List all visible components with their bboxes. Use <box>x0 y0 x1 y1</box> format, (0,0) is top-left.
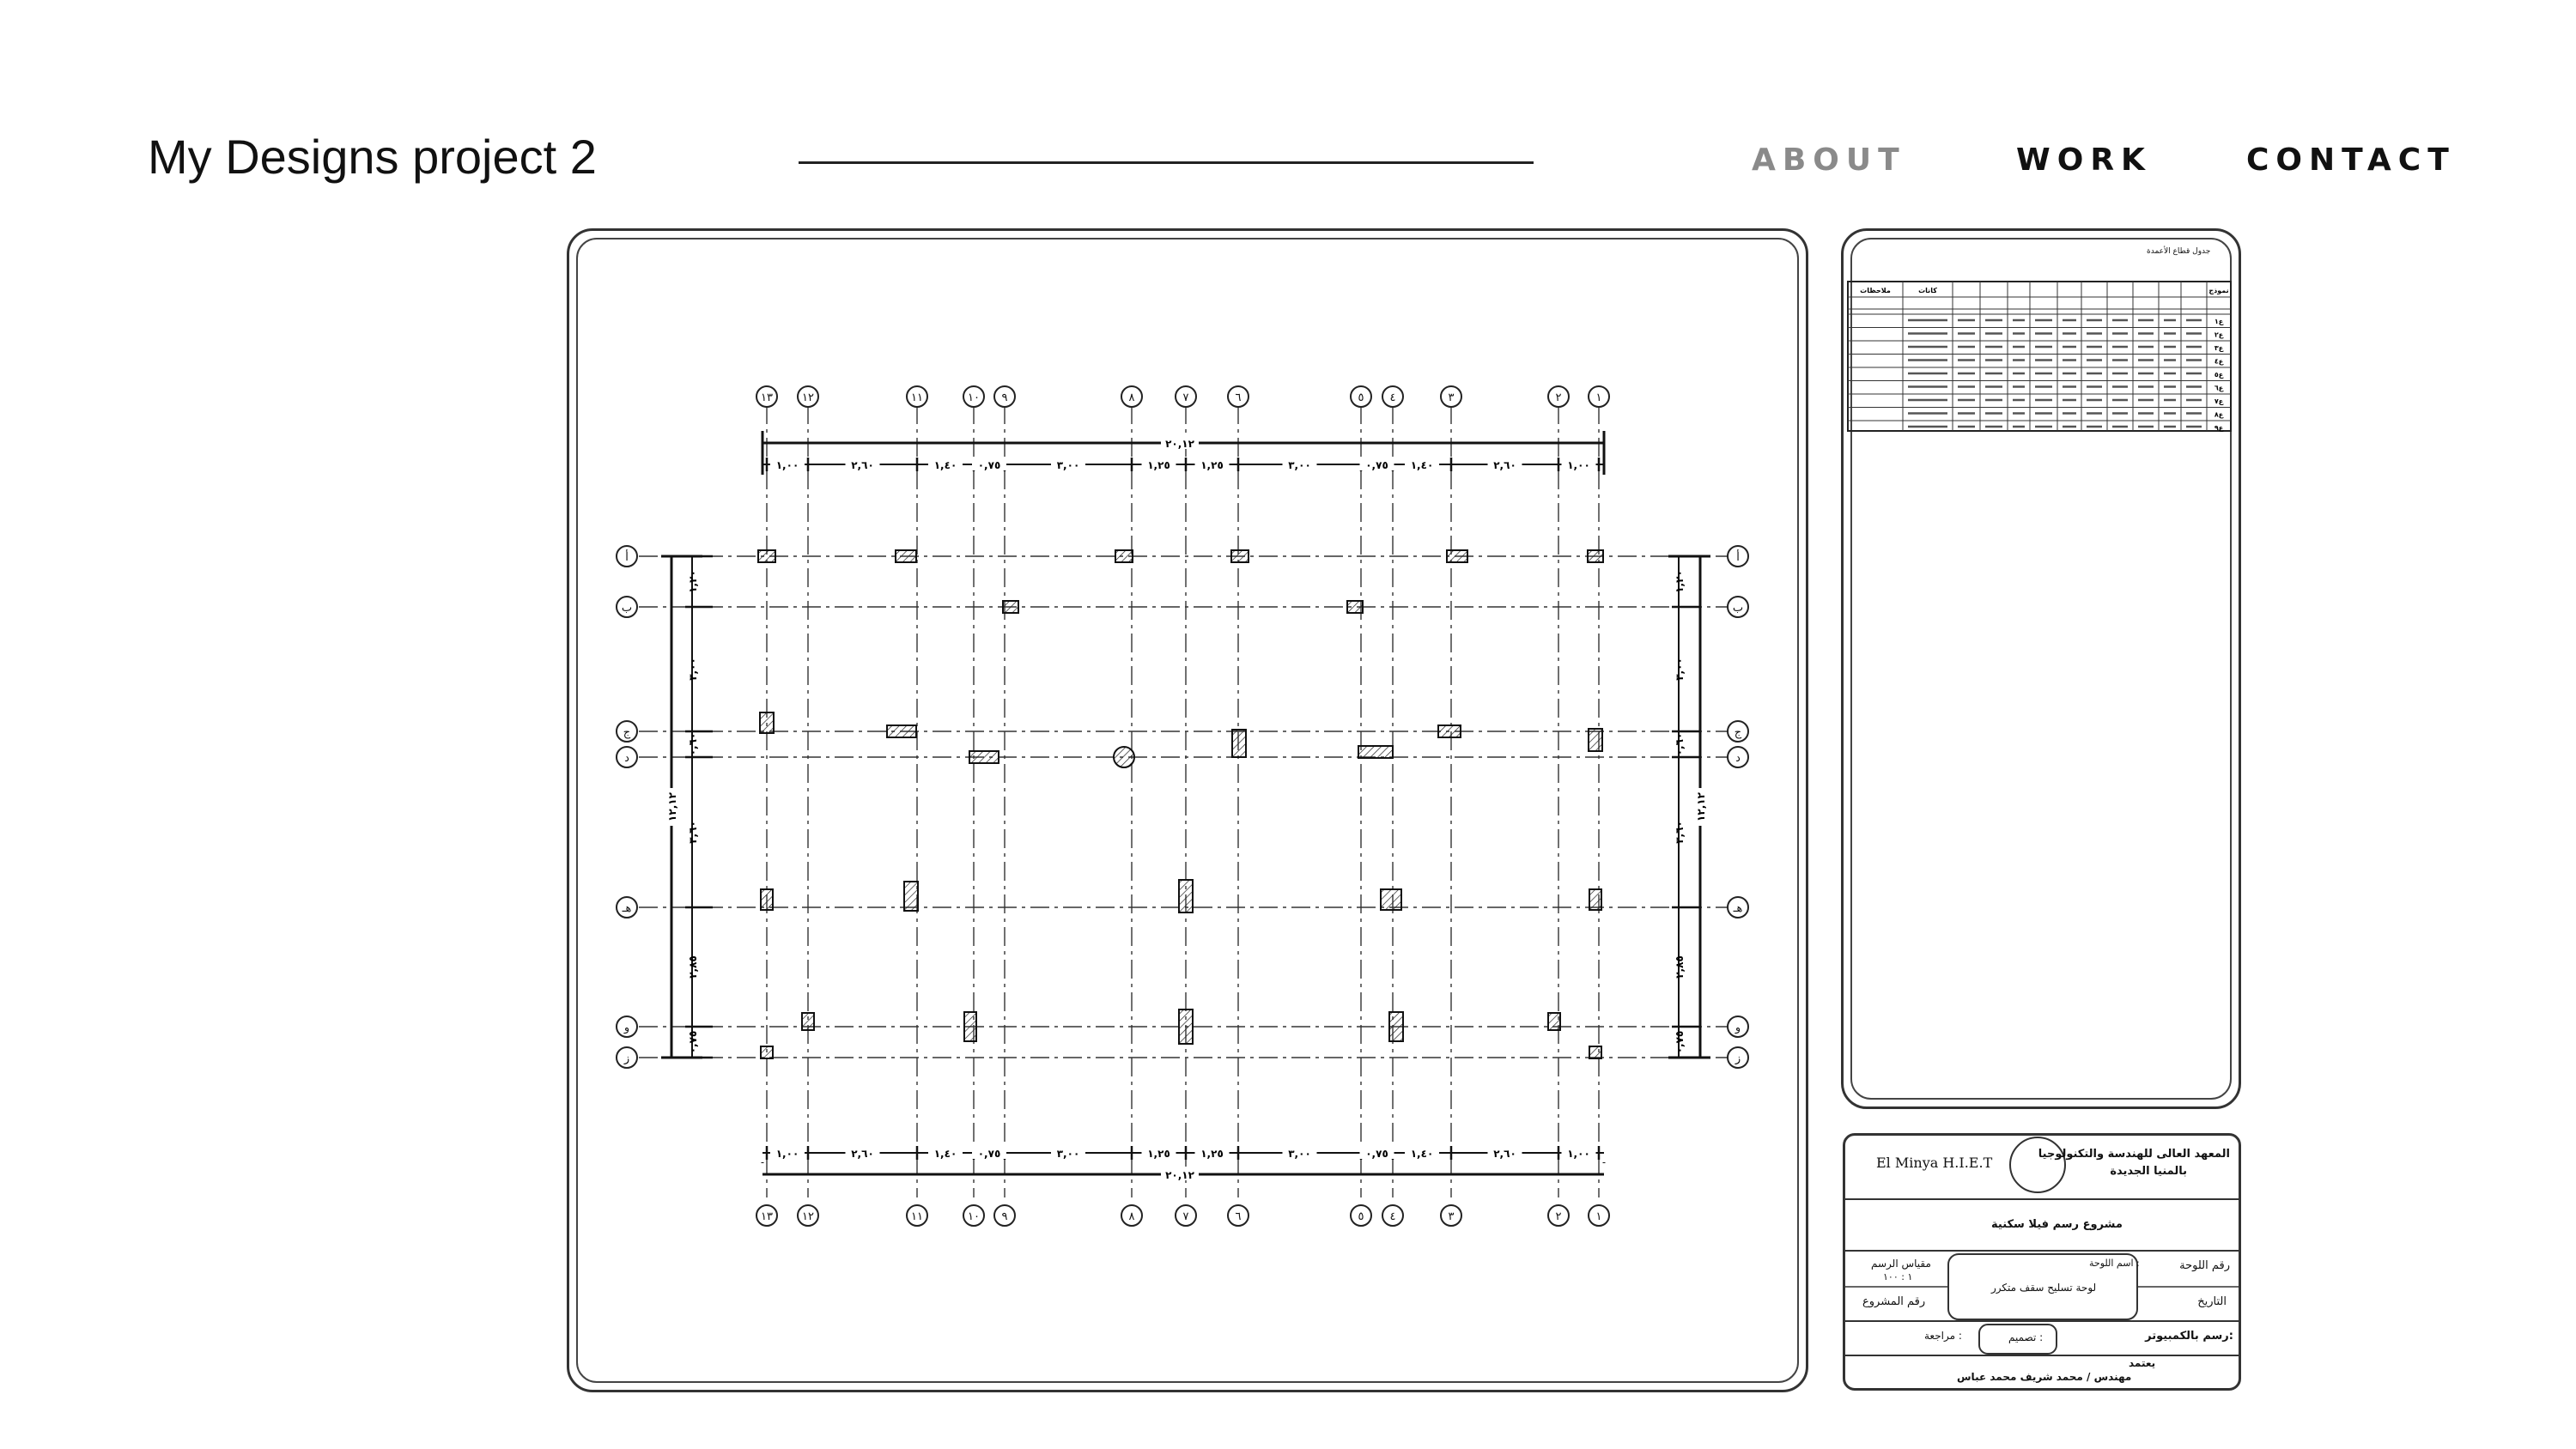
right-dimension-segment-label: ٠,٦٠ <box>1674 732 1686 756</box>
grid-label-col: ١ <box>1595 391 1602 404</box>
top-dimension-total-label: ٢٠,١٢ <box>1165 438 1194 450</box>
bottom-dimension-segment-label: ٢,٦٠ <box>1493 1148 1516 1160</box>
grid-label-col: ٧ <box>1182 1210 1189 1223</box>
right-dimension-segment-label: ٣,٠٠ <box>1674 658 1686 681</box>
bottom-dimension-segment-label: ٠,٧٥ <box>1365 1148 1388 1160</box>
grid-label-row: هـ <box>622 902 632 915</box>
grid-label-col: ٤ <box>1389 1210 1396 1223</box>
top-dimension-segment-label: ١,٤٠ <box>1410 459 1434 471</box>
bottom-dimension-segment-label: ١,٠٠ <box>775 1148 799 1160</box>
right-dimension-segment-label: ١,٢٠ <box>1674 570 1686 593</box>
bottom-dimension-segment-label: ٢,٦٠ <box>851 1148 874 1160</box>
date-label: التاريخ <box>2197 1295 2227 1308</box>
left-dimension-total-label: ١٢,١٢ <box>666 792 678 822</box>
grid-label-row: ز <box>1735 1052 1741 1065</box>
left-dimension-segment-label: ٣,٦٠ <box>687 821 699 844</box>
grid-label-col: ١١ <box>911 391 923 404</box>
grid-label-col: ٢ <box>1555 391 1562 404</box>
grid-label-col: ٣ <box>1448 391 1455 404</box>
grid-label-row: أ <box>625 551 629 564</box>
review-label: مراجعة : <box>1924 1330 1962 1342</box>
schedule-row-label: ع٨ <box>2214 410 2224 419</box>
schedule-row-label: ع٤ <box>2214 357 2224 366</box>
bottom-dimension-segment-label: ٠,٧٥ <box>977 1148 1001 1160</box>
grid-label-col: ٧ <box>1182 391 1189 404</box>
left-dimension-segment-label: ١,٢٠ <box>687 570 699 593</box>
scale-label: مقياس الرسم <box>1871 1258 1931 1270</box>
grid-label-row: ج <box>1734 726 1742 739</box>
left-dimension-segment-label: ٠,٦٠ <box>687 732 699 756</box>
nav-contact[interactable]: CONTACT <box>2246 142 2456 178</box>
top-dimension-segment-label: ١,٤٠ <box>933 459 957 471</box>
grid-label-col: ١٠ <box>968 391 980 404</box>
grid-label-col: ٨ <box>1128 391 1135 404</box>
bottom-dimension-segment-label: ١,٤٠ <box>1410 1148 1434 1160</box>
bottom-dimension-segment-label: ١,٢٥ <box>1147 1148 1170 1160</box>
grid-label-col: ٤ <box>1389 391 1396 404</box>
bottom-dimension-segment-label: ٣,٠٠ <box>1056 1148 1080 1160</box>
institute-ar-1: المعهد العالى للهندسة والتكنولوجيا <box>2038 1148 2230 1161</box>
sheet-name: لوحة تسليح سقف متكرر <box>1991 1282 2097 1294</box>
grid-label-col: ٨ <box>1128 1210 1135 1223</box>
site-title[interactable]: My Designs project 2 <box>148 130 597 184</box>
top-dimension-segment-label: ٠,٧٥ <box>1365 459 1388 471</box>
project-name: مشروع رسم فيلا سكنية <box>1991 1218 2123 1231</box>
nav-about[interactable]: ABOUT <box>1752 142 1906 178</box>
top-dimension-segment-label: ١,٢٥ <box>1200 459 1224 471</box>
design-label: تصميم : <box>2008 1331 2044 1343</box>
schedule-row-label: ع١ <box>2214 318 2224 325</box>
engineer-name: مهندس / محمد شريف محمد عباس <box>1957 1371 2132 1383</box>
schedule-row-label: ع٦ <box>2214 384 2224 392</box>
schedule-title: جدول قطاع الأعمدة <box>2147 247 2211 256</box>
grid-label-row: ج <box>623 726 631 739</box>
right-dimension-segment-label: ٠,٧٥ <box>1674 1030 1686 1054</box>
institute-ar-2: بالمنيا الجديدة <box>2110 1165 2187 1178</box>
schedule-frame <box>1848 282 2231 431</box>
grid-label-col: ٣ <box>1448 1210 1455 1223</box>
grid-label-row: ز <box>623 1052 630 1065</box>
title-block <box>1843 1133 2241 1391</box>
left-dimension-segment-label: ٣,٠٠ <box>687 658 699 681</box>
grid-label-col: ١٠ <box>968 1210 980 1223</box>
bottom-dimension-segment-label: ١,٠٠ <box>1567 1148 1590 1160</box>
grid-label-col: ٥ <box>1358 391 1364 404</box>
schedule-row-label: ع٩ <box>2214 424 2224 432</box>
left-dimension-segment-label: ٠,٧٥ <box>687 1030 699 1054</box>
grid-label-col: ١٢ <box>802 391 814 404</box>
top-dimension-segment-label: ١,٠٠ <box>775 459 799 471</box>
grid-label-col: ٩ <box>1001 391 1008 404</box>
schedule-header: كانات <box>1918 287 1937 294</box>
schedule-header: نموذج <box>2208 287 2229 294</box>
grid-label-col: ٢ <box>1555 1210 1562 1223</box>
drafted-label: رسم بالكمبيوتر: <box>2145 1330 2233 1343</box>
schedule-row-label: ع٥ <box>2214 371 2224 379</box>
right-dimension-segment-label: ٢,٨٥ <box>1674 955 1686 979</box>
top-dimension-segment-label: ١,٢٥ <box>1147 459 1170 471</box>
bottom-dimension-segment-label: ١,٢٥ <box>1200 1148 1224 1160</box>
sheet-name-label: اسم اللوحة : <box>2089 1258 2140 1269</box>
bottom-dimension-segment-label: ٣,٠٠ <box>1288 1148 1311 1160</box>
right-dimension-total-label: ١٢,١٢ <box>1695 792 1707 822</box>
grid-label-row: د <box>624 752 629 765</box>
right-dimension-segment-label: ٣,٦٠ <box>1674 821 1686 844</box>
grid-label-row: و <box>1735 1022 1741 1034</box>
grid-label-row: ب <box>1732 602 1744 615</box>
top-dimension-segment-label: ٣,٠٠ <box>1288 459 1311 471</box>
sheet-number-label: رقم اللوحة <box>2179 1259 2230 1272</box>
institute-en: El Minya H.I.E.T <box>1876 1155 1993 1171</box>
grid-label-row: أ <box>1736 551 1740 564</box>
bottom-dimension-total-label: ٢٠,١٢ <box>1165 1169 1194 1181</box>
grid-label-col: ٦ <box>1235 391 1242 404</box>
approved-label: يعتمد <box>2129 1357 2156 1369</box>
left-dimension-segment-label: ٢,٨٥ <box>687 955 699 979</box>
grid-label-row: ب <box>621 602 633 615</box>
schedule-row-label: ع٧ <box>2214 397 2224 405</box>
grid-label-col: ٩ <box>1001 1210 1008 1223</box>
grid-label-col: ١١ <box>911 1210 923 1223</box>
top-dimension-segment-label: ٢,٦٠ <box>1493 459 1516 471</box>
grid-label-row: هـ <box>1733 902 1743 915</box>
schedule-header: ملاحظات <box>1860 287 1891 294</box>
project-number-label: رقم المشروع <box>1862 1295 1926 1308</box>
grid-label-col: ١٣ <box>761 1210 773 1223</box>
top-dimension-segment-label: ٢,٦٠ <box>851 459 874 471</box>
grid-label-col: ١ <box>1595 1210 1602 1223</box>
top-dimension-segment-label: ١,٠٠ <box>1567 459 1590 471</box>
scale-value: ١ : ١٠٠ <box>1883 1271 1913 1282</box>
schedule-row-label: ع٣ <box>2214 344 2224 352</box>
grid-label-col: ١٢ <box>802 1210 814 1223</box>
top-dimension-segment-label: ٠,٧٥ <box>977 459 1001 471</box>
nav-work[interactable]: WORK <box>2016 142 2152 178</box>
grid-label-col: ٦ <box>1235 1210 1242 1223</box>
grid-label-row: و <box>623 1022 630 1034</box>
bottom-dimension-segment-label: ١,٤٠ <box>933 1148 957 1160</box>
grid-label-col: ١٣ <box>761 391 773 404</box>
grid-label-row: د <box>1735 752 1741 765</box>
top-dimension-segment-label: ٣,٠٠ <box>1056 459 1080 471</box>
grid-label-col: ٥ <box>1358 1210 1364 1223</box>
schedule-row-label: ع٢ <box>2214 330 2224 339</box>
